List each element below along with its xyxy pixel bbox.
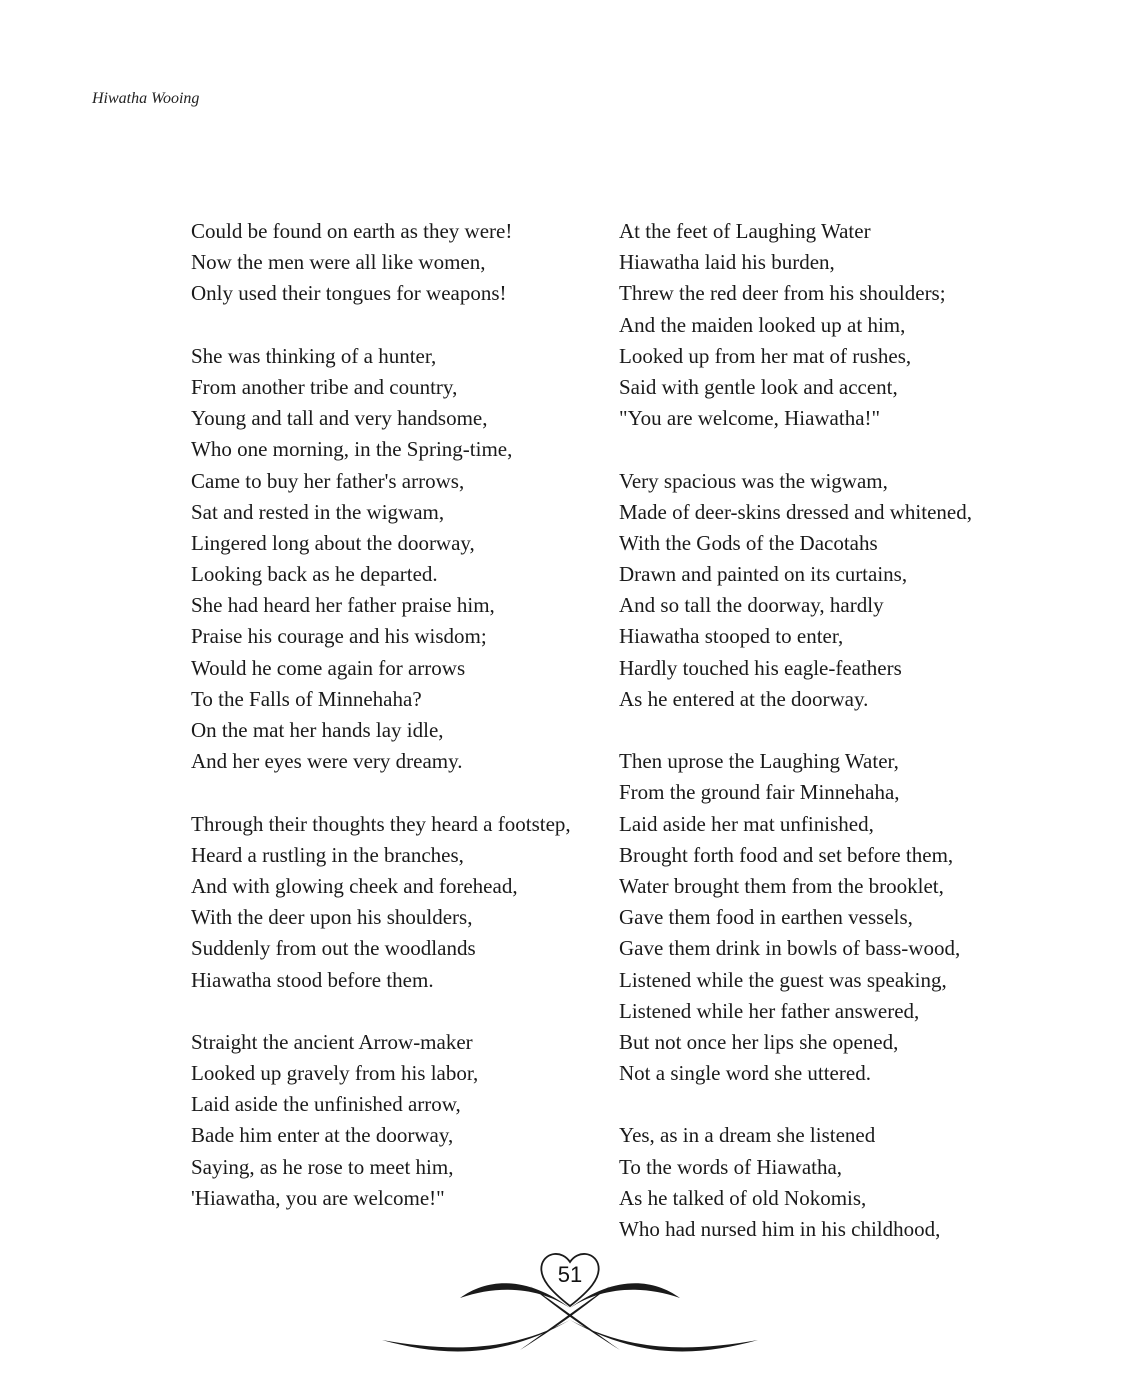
- poem-line: Through their thoughts they heard a footstep,: [191, 811, 571, 836]
- poem-line: Water brought them from the brooklet,: [619, 873, 944, 898]
- poem-line: Then uprose the Laughing Water,: [619, 749, 899, 774]
- poem-line: Bade him enter at the doorway,: [191, 1123, 454, 1148]
- poem-line: Looked up gravely from his labor,: [191, 1061, 479, 1086]
- poem-line: Looking back as he departed.: [191, 562, 438, 587]
- poem-line: And the maiden looked up at him,: [619, 312, 906, 337]
- poem-line: On the mat her hands lay idle,: [191, 718, 444, 742]
- poem-line: Hardly touched his eagle-feathers: [619, 655, 902, 680]
- poem-line: Brought forth food and set before them,: [619, 842, 954, 867]
- poem-line: Looked up from her mat of rushes,: [619, 343, 912, 368]
- poem-line: Not a single word she uttered.: [619, 1061, 871, 1086]
- poem-line: Hiawatha stood before them.: [191, 967, 434, 992]
- poem-column-right: [619, 216, 972, 1276]
- poem-line: Heard a rustling in the branches,: [191, 842, 464, 867]
- poem-line: Yes, as in a dream she listened: [619, 1123, 876, 1148]
- poem-line: With the deer upon his shoulders,: [191, 905, 473, 930]
- stanza: [191, 1027, 571, 1214]
- stanza: [619, 466, 972, 716]
- poem-line: To the words of Hiawatha,: [619, 1154, 843, 1179]
- poem-line: Who had nursed him in his childhood,: [619, 1217, 941, 1241]
- poem-line: Laid aside the unfinished arrow,: [191, 1092, 461, 1117]
- poem-line: Praise his courage and his wisdom;: [191, 624, 487, 649]
- poem-line: As he talked of old Nokomis,: [619, 1185, 867, 1210]
- poem-line: Very spacious was the wigwam,: [619, 468, 888, 493]
- poem-line: Suddenly from out the woodlands: [191, 936, 476, 961]
- poem-line: Who one morning, in the Spring-time,: [191, 437, 513, 462]
- poem-line: Threw the red deer from his shoulders;: [619, 281, 946, 306]
- poem-line: Made of deer-skins dressed and whitened,: [619, 499, 972, 524]
- poem-line: Now the men were all like women,: [191, 250, 486, 275]
- poem-line: She was thinking of a hunter,: [191, 343, 437, 368]
- poem-column-left: [191, 216, 571, 1245]
- poem-line: Young and tall and very handsome,: [191, 406, 488, 431]
- poem-line: But not once her lips she opened,: [619, 1029, 899, 1054]
- poem-line: As he entered at the doorway.: [619, 686, 869, 711]
- poem-line: Gave them drink in bowls of bass-wood,: [619, 936, 961, 961]
- poem-line: Only used their tongues for weapons!: [191, 281, 507, 306]
- poem-line: Hiawatha laid his burden,: [619, 250, 835, 275]
- poem-line: Hiawatha stooped to enter,: [619, 624, 844, 649]
- poem-line: Straight the ancient Arrow-maker: [191, 1029, 473, 1054]
- poem-line: At the feet of Laughing Water: [619, 219, 871, 243]
- poem-line: And her eyes were very dreamy.: [191, 749, 463, 774]
- poem-line: Came to buy her father's arrows,: [191, 468, 465, 493]
- poem-line: To the Falls of Minnehaha?: [191, 686, 422, 711]
- stanza: [191, 341, 571, 778]
- poem-line: Listened while her father answered,: [619, 998, 920, 1023]
- poem-line: Listened while the guest was speaking,: [619, 967, 947, 992]
- poem-line: Could be found on earth as they were!: [191, 219, 513, 243]
- poem-line: Lingered long about the doorway,: [191, 530, 475, 555]
- poem-line: Would he come again for arrows: [191, 655, 466, 680]
- poem-line: Laid aside her mat unfinished,: [619, 811, 874, 836]
- poem-line: Said with gentle look and accent,: [619, 374, 898, 399]
- poem-line: And so tall the doorway, hardly: [619, 593, 884, 618]
- poem-line: 'Hiawatha, you are welcome!": [191, 1185, 445, 1210]
- page-number: 51: [557, 1262, 583, 1287]
- poem-line: Drawn and painted on its curtains,: [619, 562, 908, 587]
- poem-line: From the ground fair Minnehaha,: [619, 780, 900, 805]
- poem-line: "You are welcome, Hiawatha!": [619, 406, 881, 431]
- poem-line: Saying, as he rose to meet him,: [191, 1154, 454, 1179]
- stanza: [191, 216, 571, 310]
- stanza: [191, 809, 571, 996]
- poem-line: Gave them food in earthen vessels,: [619, 905, 913, 930]
- poem-line: With the Gods of the Dacotahs: [619, 530, 878, 555]
- running-header: Hiwatha Wooing: [92, 90, 200, 107]
- poem-line: And with glowing cheek and forehead,: [191, 873, 518, 898]
- poem-line: From another tribe and country,: [191, 374, 458, 399]
- poem-line: Sat and rested in the wigwam,: [191, 499, 445, 524]
- stanza: [619, 1120, 972, 1245]
- stanza: [619, 216, 972, 434]
- poem-line: She had heard her father praise him,: [191, 593, 495, 618]
- page-footer: [380, 1248, 760, 1363]
- stanza: [619, 746, 972, 1089]
